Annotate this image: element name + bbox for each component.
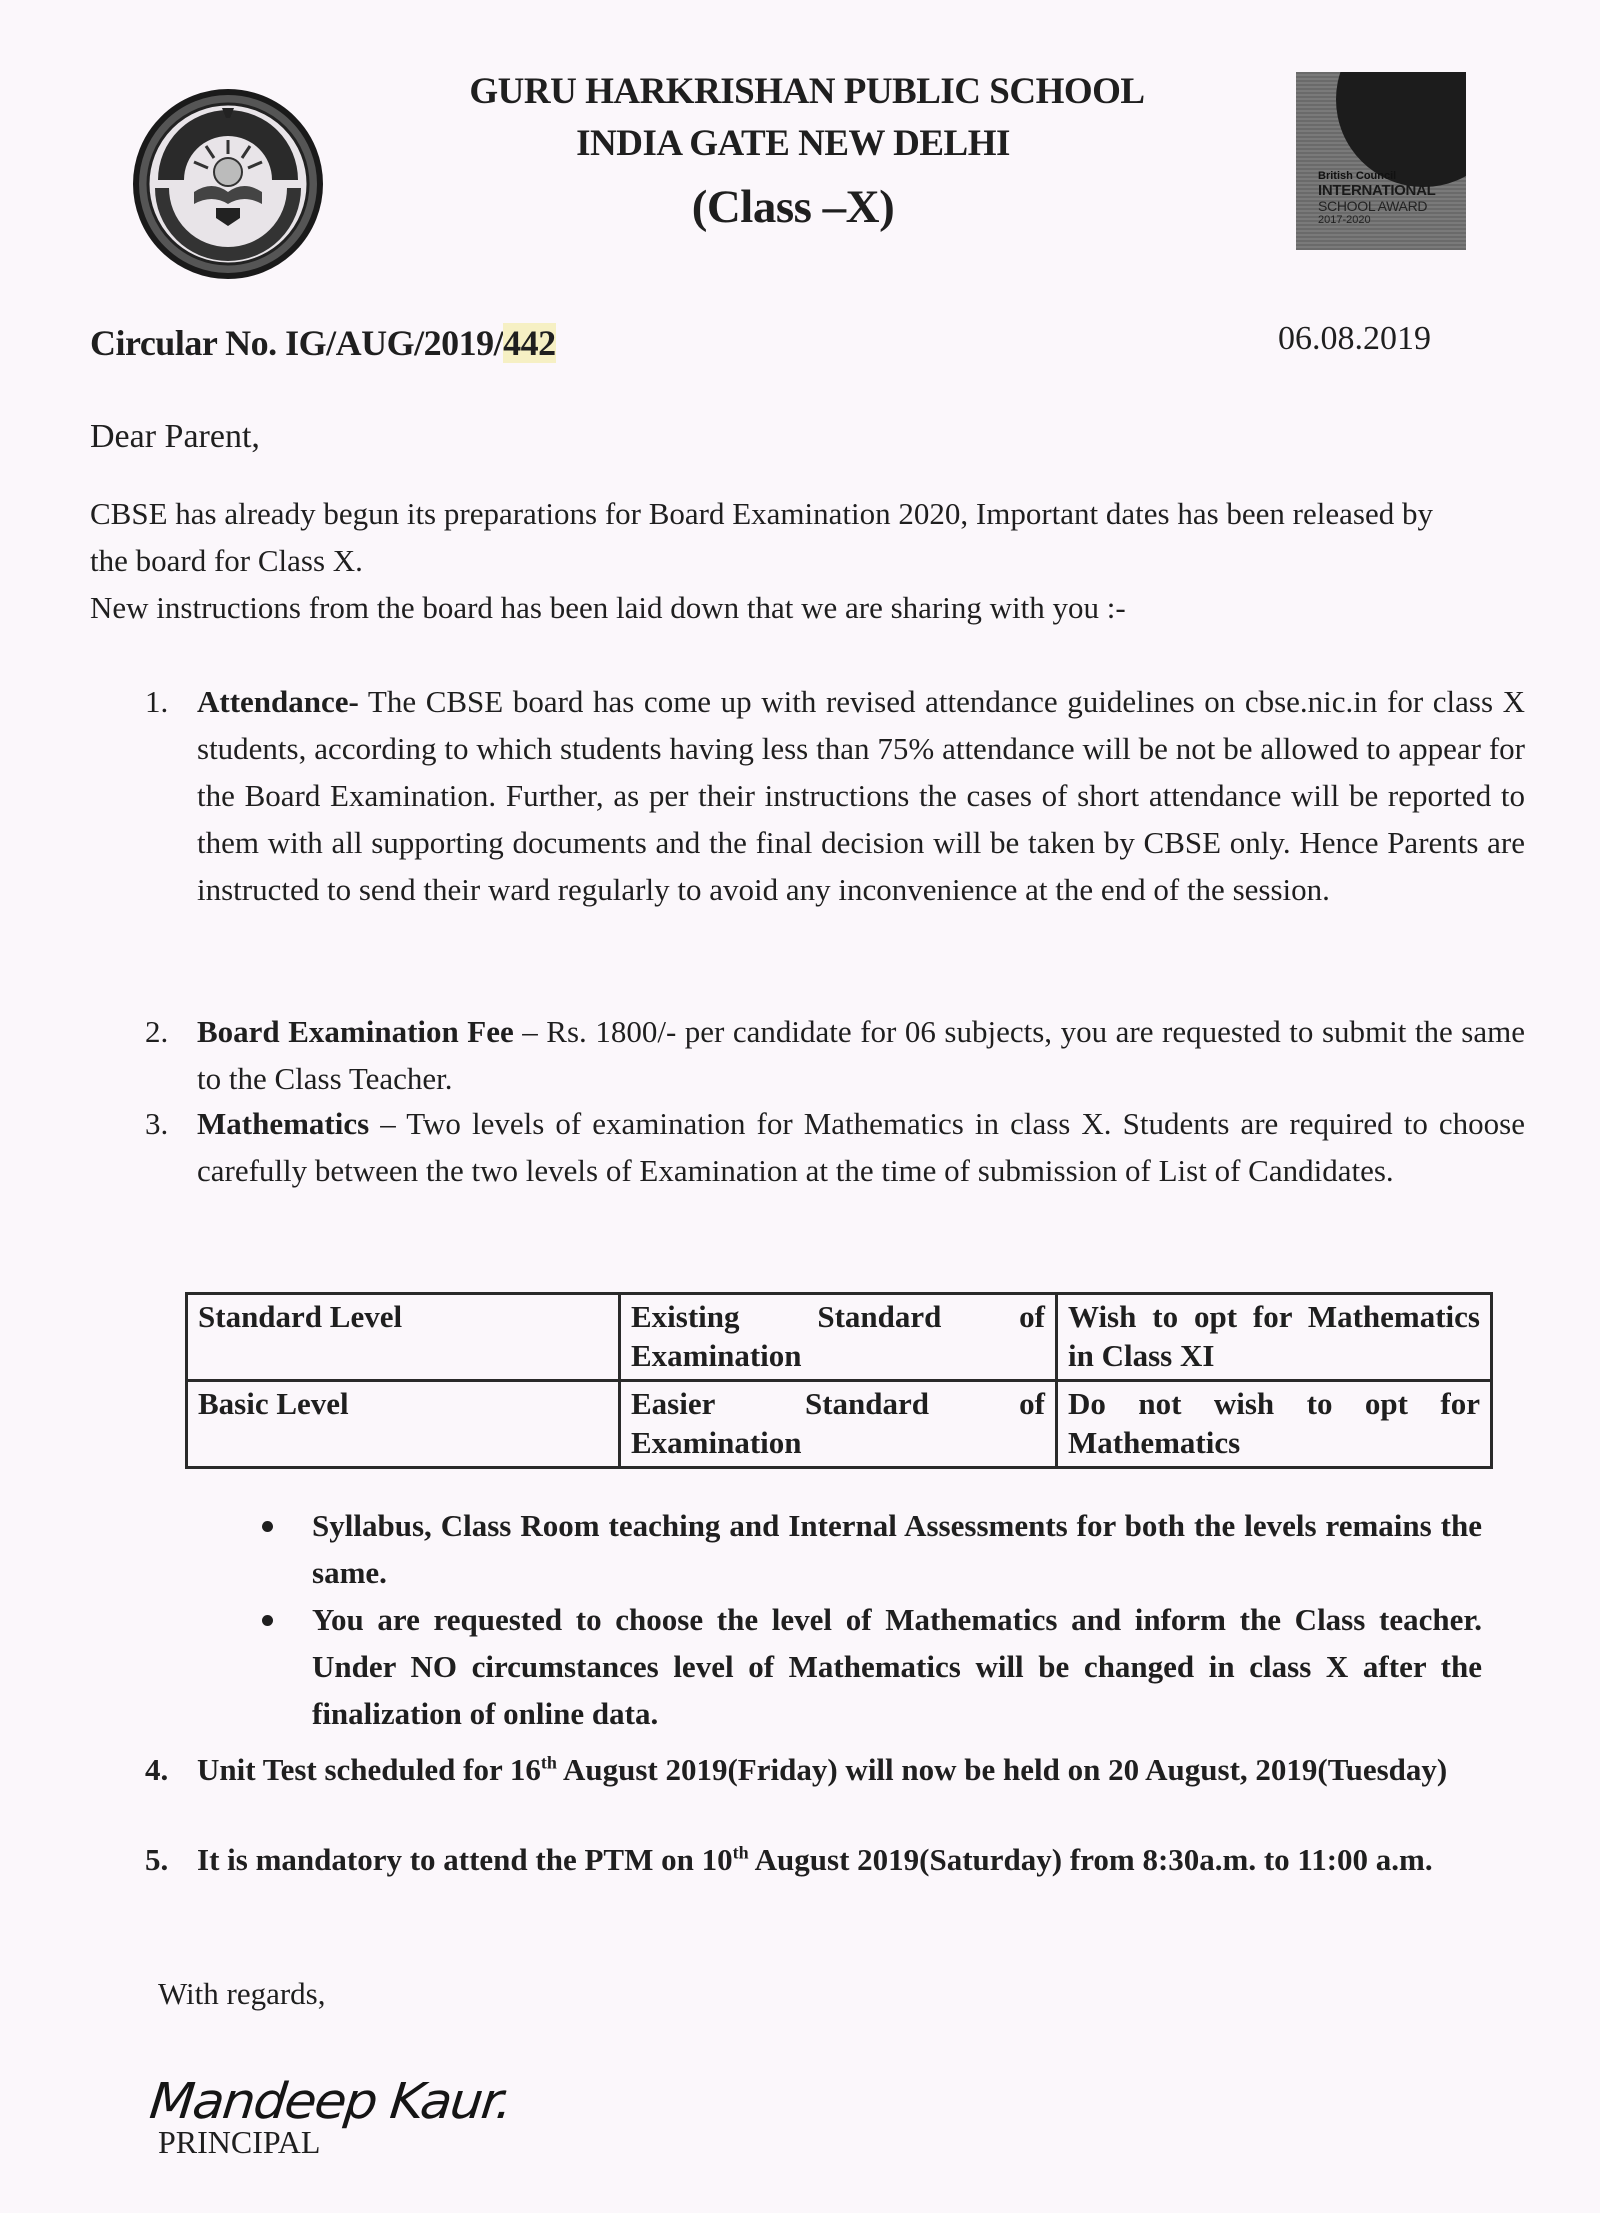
item-heading: Attendance- xyxy=(197,684,359,719)
salutation: Dear Parent, xyxy=(90,418,260,455)
table-cell: Wish to opt for Mathematics in Class XI xyxy=(1057,1294,1492,1381)
item-text: The CBSE board has come up with revised attendance guidelines on cbse.nic.in for class X students, according to which students having less than 75% attendance will be not be allowed to appear for the Board Examination. Further, as per their instructions the cases of short attendance will be reported to them with all supporting documents and the final decision will be taken by CBSE only. Hence Parents are instructed to send their ward regularly to avoid any inconvenience at the end of the session. xyxy=(197,684,1525,907)
school-name: GURU HARKRISHAN PUBLIC SCHOOL xyxy=(469,71,1145,112)
table-cell: Basic Level xyxy=(187,1381,620,1468)
item-text: – Rs. 1800/- per candidate for 06 subjects, you are requested to submit the same to the Class Teacher. xyxy=(197,1014,1525,1096)
item-number: 2. xyxy=(145,1014,169,1049)
award-line-2: SCHOOL AWARD xyxy=(1318,198,1428,214)
list-item: You are requested to choose the level of Mathematics and inform the Class teacher. Under NO circumstances level of Mathematics will be changed in class X after the finalization of online data. xyxy=(262,1596,1482,1737)
table-row xyxy=(187,1294,1492,1381)
school-location: INDIA GATE NEW DELHI xyxy=(576,123,1010,164)
table-row xyxy=(187,1381,1492,1468)
table-cell: Do not wish to opt for Mathematics xyxy=(1057,1381,1492,1468)
signature: Mandeep Kaur. xyxy=(147,2073,514,2131)
table-cell: Standard Level xyxy=(187,1294,620,1381)
intro-line-2: New instructions from the board has been laid down that we are sharing with you :- xyxy=(90,590,1126,625)
circular-prefix: Circular No. IG/AUG/2019/ xyxy=(90,323,504,363)
award-years: 2017-2020 xyxy=(1318,214,1371,226)
class-label: (Class –X) xyxy=(691,181,895,233)
math-notes-list xyxy=(262,1502,1482,1737)
designation: PRINCIPAL xyxy=(158,2124,321,2160)
table-cell: Easier Standard of Examination xyxy=(620,1381,1057,1468)
item-number: 3. xyxy=(145,1106,169,1141)
item-number: 1. xyxy=(145,684,169,719)
intro-line-1: CBSE has already begun its preparations for Board Examination 2020, Important dates has been released by the board for Class X. xyxy=(90,496,1433,578)
award-line-1: INTERNATIONAL xyxy=(1318,182,1436,199)
item-number: 5. xyxy=(145,1842,169,1877)
award-brand: British Council xyxy=(1318,170,1397,182)
item-heading: Board Examination Fee xyxy=(197,1014,514,1049)
circular-date: 06.08.2019 xyxy=(1278,320,1431,357)
item-heading: Mathematics xyxy=(197,1106,370,1141)
item-number: 4. xyxy=(145,1752,169,1787)
table-cell: Existing Standard of Examination xyxy=(620,1294,1057,1381)
item-text: – Two levels of examination for Mathematics in class X. Students are required to choose carefully between the two levels of Examination at the time of submission of List of Candidates. xyxy=(197,1106,1525,1188)
math-levels-table xyxy=(185,1292,1493,1469)
closing-regards: With regards, xyxy=(158,1976,326,2011)
circular-page: British Council INTERNATIONAL SCHOOL AWARD 2017-2020 GURU HARKRISHAN PUBLIC SCHOOL INDIA GATE NEW DELHI (Class –X) Circular No. IG/AUG/2019/442 06.08.2019 Dear Parent, CBSE has already begun its preparations for Board Examination 2020, Important dates has been released by the board for Class X. New instructions from the board has been laid down that we are sharing with you :- 1. Attendance- The CBSE board has come up with revised attendance guidelines on cbse.nic.in for class X students, according to which students having less than 75% attendance will be not be allowed to appear for the Board Examination. Further, as per their instructions the cases of short attendance will be reported to them with all supporting documents and the final decision will be taken by CBSE only. Hence Parents are instructed to send their ward regularly to avoid any inconvenience at the end of the session. 2. Board Examination Fee – Rs. 1800/- per candidate for 06 subjects, you are requested to submit the same to the Class Teacher. 3. Mathematics – Two levels of examination for Mathematics in class X. Students are required to choose carefully between the two levels of Examination at the time of submission of List of Candidates. Standard Level Existing Standard of Examination Wish to opt for Mathematics in Class XI Basic Level Easier Standard of Examination Do not wish to opt for Mathematics Syllabus, Class Room teaching and Internal Assessments for both the levels remains the same. You are requested to choose the level of Mathematics and inform the Class teacher. Under NO circumstances level of Mathematics will be changed in class X after the finalization of online data. 4. Unit Test scheduled for 16th August 2019(Friday) will now be held on 20 August, 2019(Tuesday) 5. It is mandatory to attend the PTM on 10th August 2019(Saturday) from 8:30a.m. to 11:00 a.m. With regards, Mandeep Kaur. PRINCIPAL xyxy=(0,0,1600,2213)
circular-number-highlight: 442 xyxy=(503,323,556,363)
intro-paragraph xyxy=(90,490,1470,631)
list-item: Syllabus, Class Room teaching and Internal Assessments for both the levels remains the same. xyxy=(262,1502,1482,1596)
circular-number xyxy=(90,322,556,364)
